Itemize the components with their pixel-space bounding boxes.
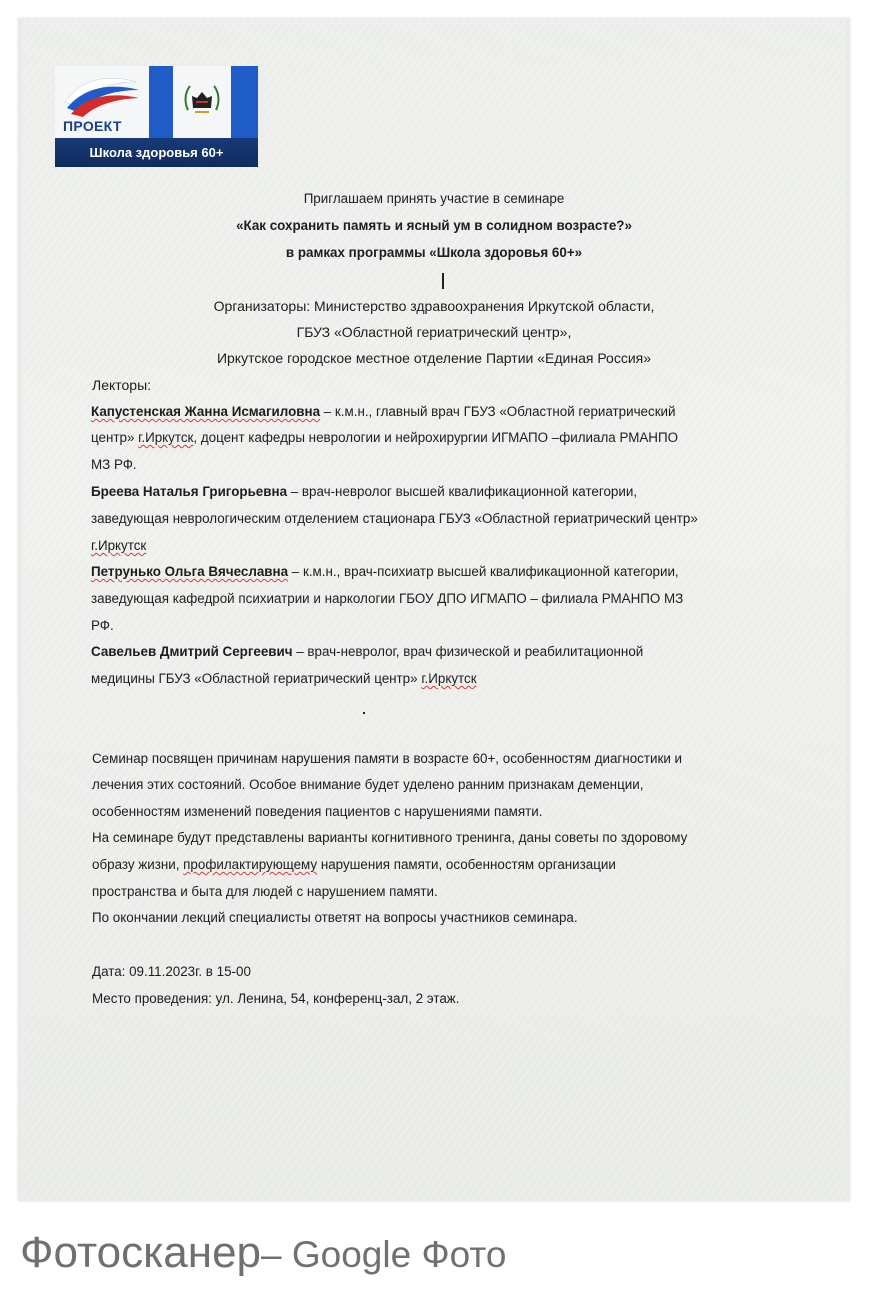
lecturer-3-name: Петрунько Ольга Вячеславна — [91, 564, 289, 579]
lecturer-2-line-3: г.Иркутск — [91, 538, 147, 553]
description-line-4: На семинаре будут представлены варианты когнитивного тренинга, даны советы по здоровому — [92, 830, 688, 845]
seminar-title: «Как сохранить память и ясный ум в солидном возрасте?» — [236, 218, 632, 233]
description-line-3: особенностям изменений поведения пациентов с нарушениями памяти. — [92, 804, 543, 819]
school-of-health-logo — [55, 66, 258, 167]
organizers-line-1: Организаторы: Министерство здравоохранения Иркутской области, — [213, 298, 655, 314]
lecturer-1-name: Капустенская Жанна Исмагиловна — [91, 404, 321, 419]
lecturer-2-line-1: Бреева Наталья Григорьевна – врач-невролог высшей квалификационной категории, — [91, 484, 638, 499]
description-line-2: лечения этих состояний. Особое внимание будет уделено ранним признакам деменции, — [92, 777, 644, 792]
event-date: Дата: 09.11.2023г. в 15-00 — [92, 964, 251, 979]
lecturer-1-line-2: центр» г.Иркутск, доцент кафедры неврологии и нейрохирургии ИГМАПО –филиала РМАНПО — [91, 430, 679, 445]
organizers-line-3: Иркутское городское местное отделение Партии «Единая Россия» — [216, 350, 652, 366]
lecturer-1-line-1: Капустенская Жанна Исмагиловна – к.м.н., главный врач ГБУЗ «Областной гериатрический — [91, 404, 676, 419]
description-line-5: образу жизни, профилактирующему нарушения памяти, особенностям организации — [92, 857, 616, 872]
lecturer-4-line-2: медицины ГБУЗ «Областной гериатрический центр» г.Иркутск — [91, 671, 477, 686]
irkutsk-coat-of-arms-icon — [182, 80, 222, 118]
program-line: в рамках программы «Школа здоровья 60+» — [285, 245, 583, 260]
lecturer-3-line-1: Петрунько Ольга Вячеславна – к.м.н., врач-психиатр высшей квалификационной категории, — [91, 564, 679, 579]
lecturers-label: Лекторы: — [92, 377, 152, 393]
logo-band-label: Школа здоровья 60+ — [55, 138, 258, 167]
lecturer-2-name: Бреева Наталья Григорьевна — [91, 484, 288, 499]
photo-caption — [20, 1228, 506, 1278]
description-line-1: Семинар посвящен причинам нарушения памяти в возрасте 60+, особенностям диагностики и — [92, 751, 683, 766]
lecturer-4-name: Савельев Дмитрий Сергеевич — [91, 644, 293, 659]
lecturer-1-line-3: МЗ РФ. — [91, 457, 137, 472]
caption-rest: – Google Фото — [261, 1234, 507, 1275]
invite-line: Приглашаем принять участие в семинаре — [303, 191, 565, 206]
caption-main: Фотосканер — [20, 1228, 262, 1277]
lecturer-3-line-3: РФ. — [91, 618, 114, 633]
text-cursor — [442, 273, 444, 289]
organizers-line-2: ГБУЗ «Областной гериатрический центр», — [296, 324, 572, 340]
lecturer-3-line-2: заведующая кафедрой психиатрии и наркологии ГБОУ ДПО ИГМАПО – филиала РМАНПО МЗ — [91, 591, 684, 606]
scanned-document-photo — [18, 18, 850, 1201]
description-line-7: По окончании лекций специалисты ответят на вопросы участников семинара. — [92, 910, 578, 925]
lecturer-2-line-2: заведующая неврологическим отделением стационара ГБУЗ «Областной гериатрический центр» — [91, 511, 698, 526]
description-line-6: пространства и быта для людей с нарушением памяти. — [92, 884, 438, 899]
logo-project-label: ПРОЕКТ — [63, 118, 122, 134]
flag-swoosh-icon — [61, 72, 141, 118]
lecturer-4-line-1: Савельев Дмитрий Сергеевич – врач-невролог, врач физической и реабилитационной — [91, 644, 644, 659]
event-place: Место проведения: ул. Ленина, 54, конференц-зал, 2 этаж. — [92, 991, 460, 1006]
document-page — [22, 18, 846, 1201]
